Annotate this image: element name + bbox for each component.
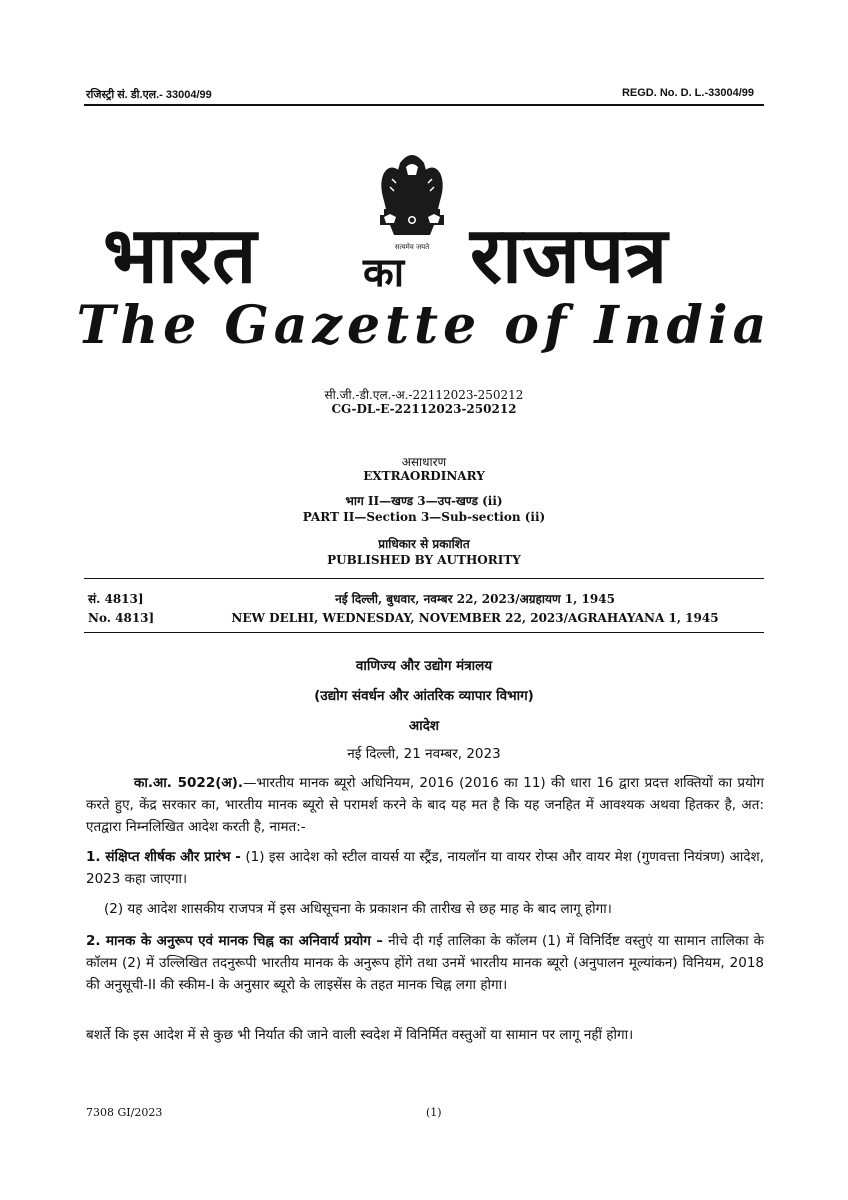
order-type: आदेश [408,718,440,734]
ministry-name: वाणिज्य और उद्योग मंत्रालय [355,658,493,674]
published-by-authority-hindi: प्राधिकार से प्रकाशित [378,537,470,551]
clause-1-text: (1) इस आदेश को स्टील वायर्स या स्ट्रैंड, नायलॉन या वायर रोप्स और वायर मेश (गुणवत्ता नियंत्रण) आदेश, 2023 कहा जाएगा। [86,849,764,887]
masthead-title-hindi-ka: का [363,250,405,296]
preamble-text: —भारतीय मानक ब्यूरो अधिनियम, 2016 (2016 का 11) की धारा 16 द्वारा प्रदत्त शक्तियों का प्रयोग करते हुए, केंद्र सरकार का, भारतीय मानक ब्यूरो से परामर्श करने के बाद यह मत है कि यह जनहित में आवश्यक अथवा हितकर है, अत: एतद्वारा निम्नलिखित आदेश करती है, नामत:- [86,775,764,835]
page-number: (1) [426,1106,442,1119]
order-reference: का.आ. 5022(अ). [134,775,244,791]
order-preamble [86,772,764,838]
issue-date-english: NEW DELHI, WEDNESDAY, NOVEMBER 22, 2023/AGRAHAYANA 1, 1945 [231,611,719,625]
issue-number-hindi: सं. 4813] [88,592,144,606]
order-place-date: नई दिल्ली, 21 नवम्बर, 2023 [347,746,501,762]
ashoka-emblem-icon [370,143,454,255]
part-section-english: PART II—Section 3—Sub-section (ii) [302,510,546,524]
published-by-authority-english: PUBLISHED BY AUTHORITY [327,553,521,567]
clause-2 [86,930,764,996]
issue-date-hindi: नई दिल्ली, बुधवार, नवम्बर 22, 2023/अग्रहायण 1, 1945 [335,592,615,606]
footer-code: 7308 GI/2023 [86,1106,163,1119]
clause-1-heading: 1. संक्षिप्त शीर्षक और प्रारंभ - [86,849,241,865]
gazette-code-hindi: सी.जी.-डी.एल.-अ.-22112023-250212 [324,388,524,402]
part-section-hindi: भाग II—खण्ड 3—उप-खण्ड (ii) [345,494,503,508]
extraordinary-english: EXTRAORDINARY [363,469,485,483]
clause-2-heading: 2. मानक के अनुरूप एवं मानक चिह्न का अनिवार्य प्रयोग – [86,933,384,949]
gazette-code-english: CG-DL-E-22112023-250212 [331,402,517,416]
masthead-title-english: The Gazette of India [76,295,772,356]
registration-number-hindi: रजिस्ट्री सं. डी.एल.- 33004/99 [86,89,212,101]
registration-number-english: REGD. No. D. L.-33004/99 [621,87,754,99]
masthead-title-hindi-bharat: भारत [103,211,258,301]
masthead-title-hindi-rajpatra: राजपत्र [470,211,668,301]
extraordinary-hindi: असाधारण [401,455,447,469]
issue-number-english: No. 4813] [88,611,155,625]
clause-1-subclause-2: (2) यह आदेश शासकीय राजपत्र में इस अधिसूचना के प्रकाशन की तारीख से छह माह के बाद लागू होगा। [104,901,612,917]
clause-1 [86,846,764,890]
department-name: (उद्योग संवर्धन और आंतरिक व्यापार विभाग) [314,688,534,704]
clause-2-text: नीचे दी गई तालिका के कॉलम (1) में विनिर्दिष्ट वस्तुएं या सामान तालिका के कॉलम (2) में उल्लिखित तदनुरूपी भारतीय मानक के अनुरूप होंगे तथा उनमें भारतीय मानक ब्यूरो (अनुपालन मूल्यांकन) विनियम, 2018 की अनुसूची-II की स्कीम-I के अनुसार ब्यूरो के लाइसेंस के तहत मानक चिह्न लगा होगा। [86,933,764,993]
issue-rule-top [84,578,764,579]
issue-rule-bottom [84,632,764,633]
emblem-motto: सत्यमेव जयते [394,243,430,251]
top-rule [84,104,764,106]
proviso: बशर्ते कि इस आदेश में से कुछ भी निर्यात की जाने वाली स्वदेश में विनिर्मित वस्तुओं या सामान पर लागू नहीं होगा। [86,1027,634,1043]
